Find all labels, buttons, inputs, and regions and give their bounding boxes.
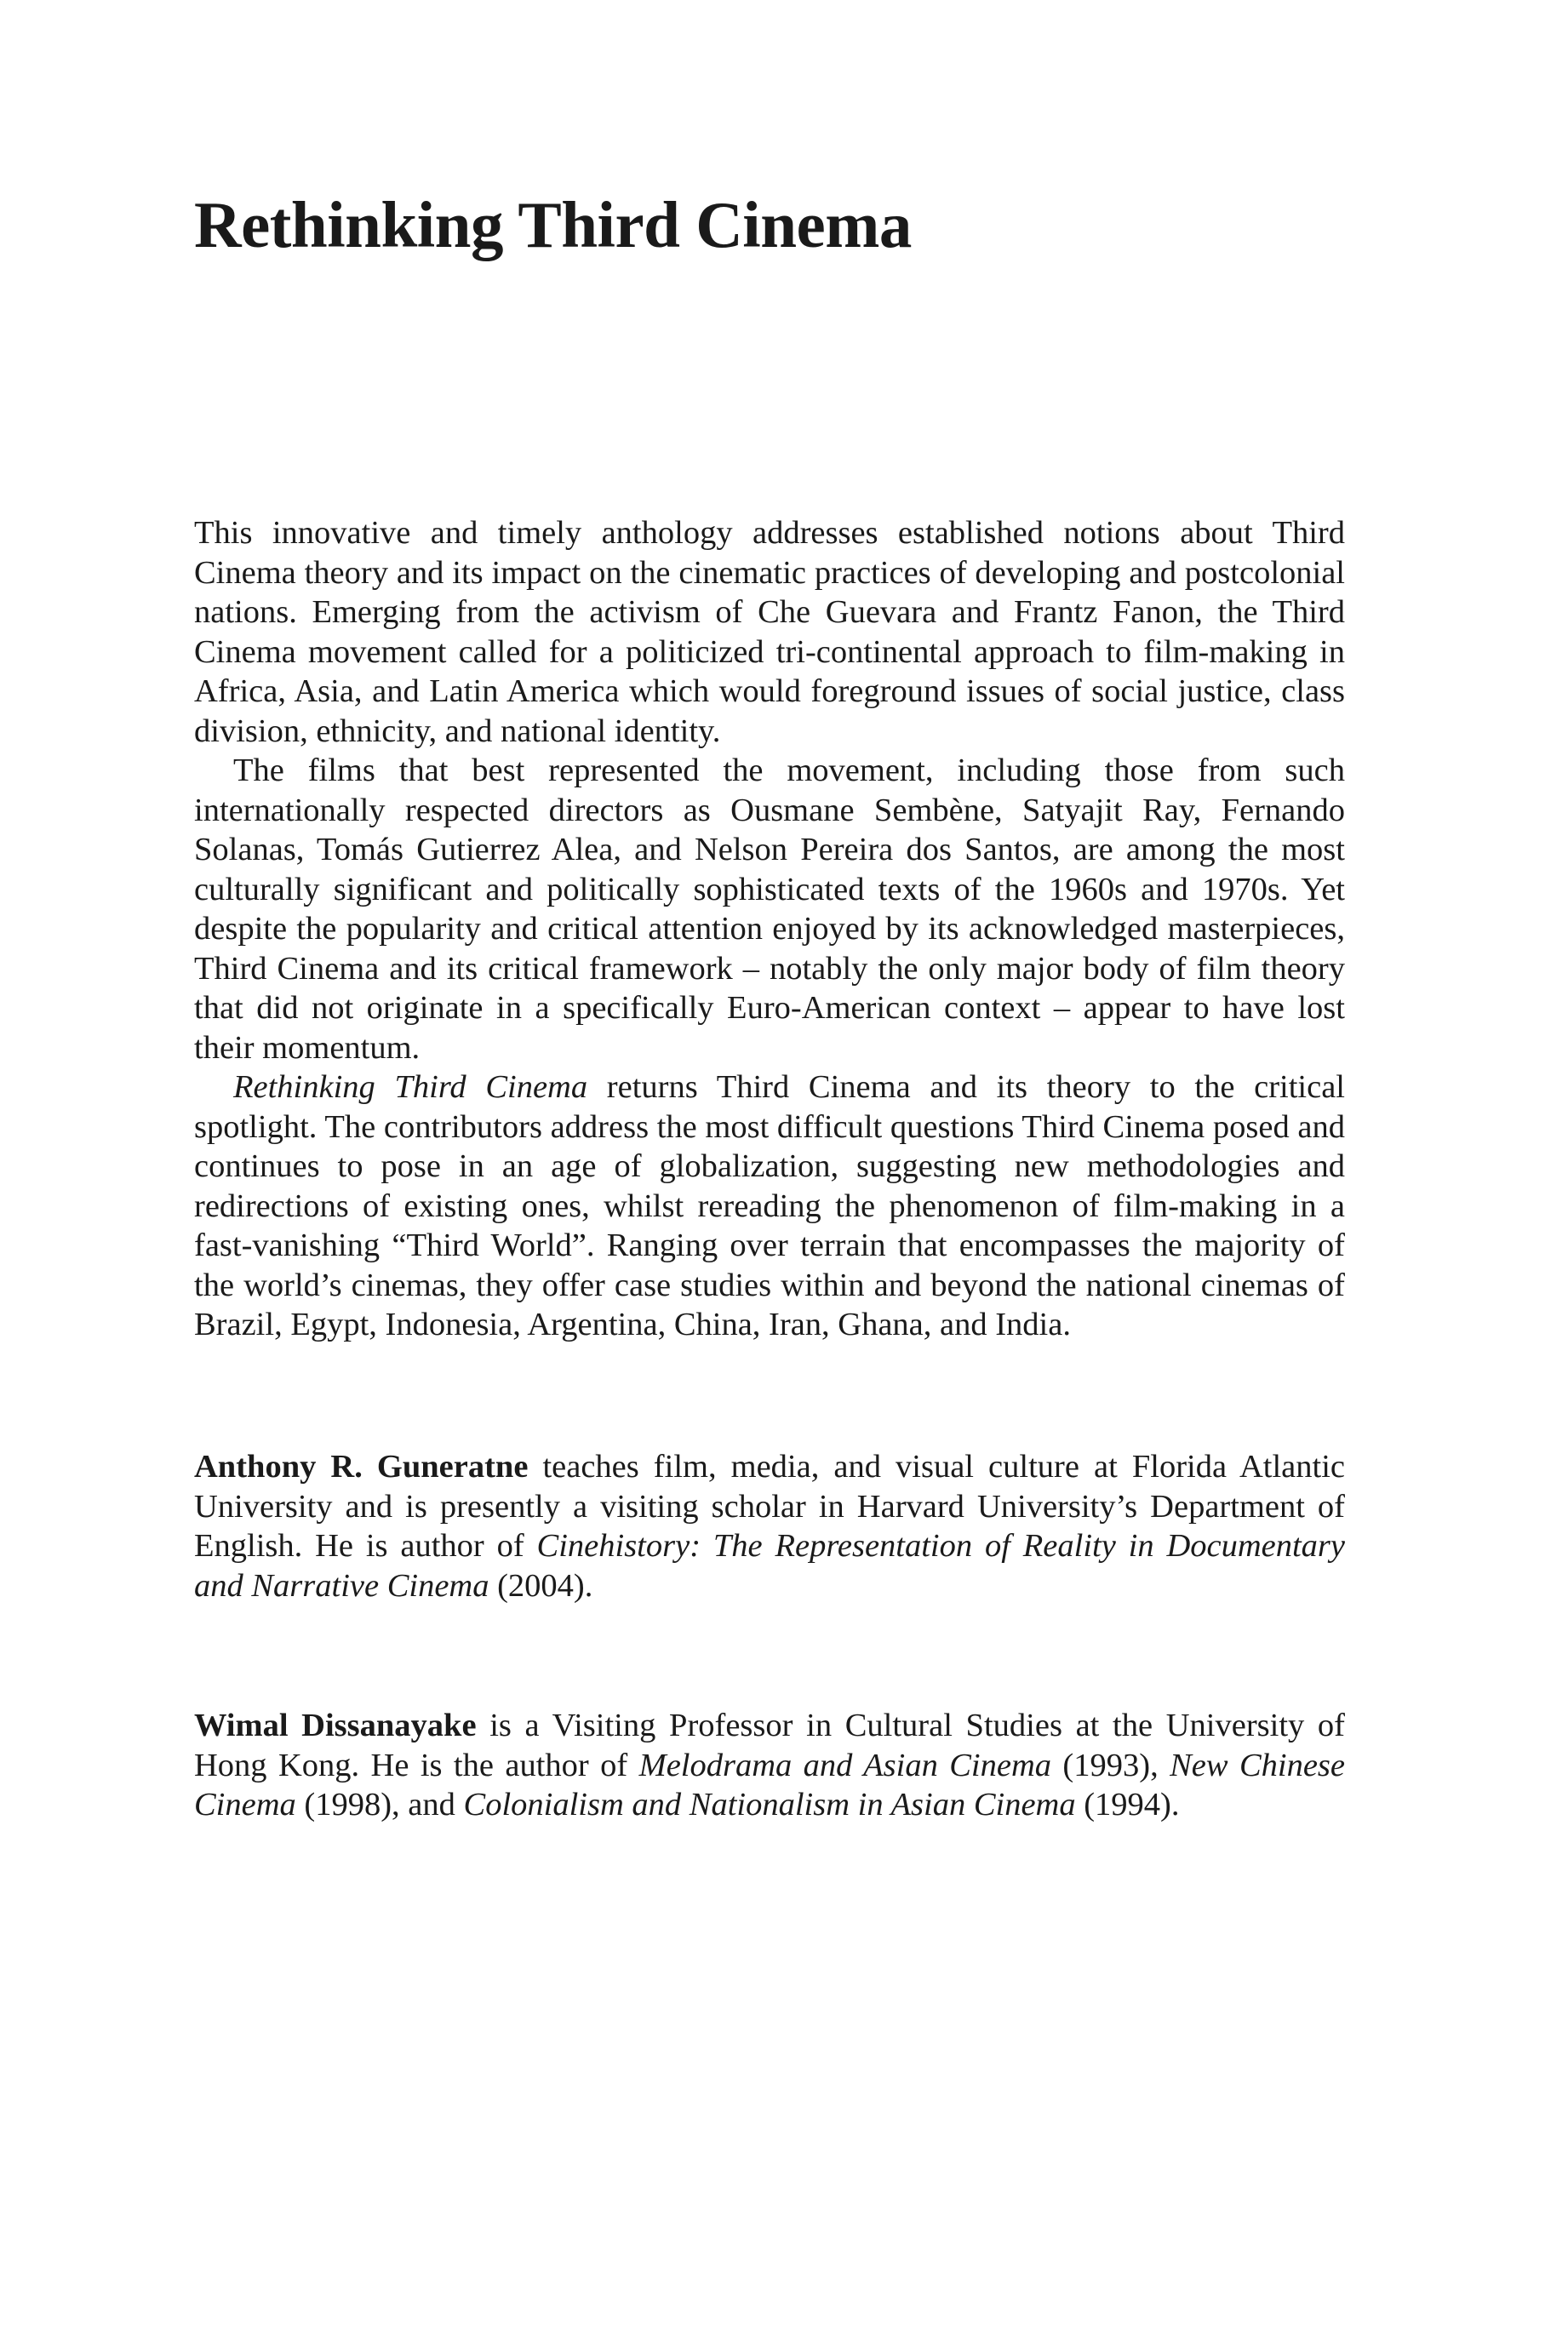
book-description: [194, 513, 1345, 1345]
bio-text-end: (1994).: [1075, 1787, 1180, 1823]
description-paragraph-2: The films that best represented the movement, including those from such internationally respected directors as Ousmane Sembène, Satyajit Ray, Fernando Solanas, Tomás Gutierrez Alea, and Nelson Pereira dos Santos, are among the most culturally significant and politically sophisticated texts of the 1960s and 1970s. Yet despite the popularity and critical attention enjoyed by its acknowledged masterpieces, Third Cinema and its critical framework – notably the only major body of film theory that did not originate in a specifically Euro-American context – appear to have lost their momentum.: [194, 753, 1345, 1066]
book-title-italic: Cinehistory: The Representation of Reality in Documentary and Narrative Cinema: [194, 1528, 1346, 1604]
description-paragraph-3-text: returns Third Cinema and its theory to the critical spotlight. The contributors address the most difficult questions Third Cinema posed and continues to pose in an age of globalization, suggesting new methodologies and redirections of existing ones, whilst rereading the phenomenon of film-making in a fast-vanishing “Third World”. Ranging over terrain that encompasses the majority of the world’s cinemas, they offer case studies within and beyond the national cinemas of Brazil, Egypt, Indonesia, Argentina, China, Iran, Ghana, and India.: [194, 1069, 1346, 1342]
author-name: Anthony R. Guneratne: [194, 1449, 529, 1485]
description-paragraph-3: [194, 1067, 1345, 1345]
page-title: Rethinking Third Cinema: [194, 188, 912, 261]
bio-text: is a Visiting Professor in Cultural Studies at the University of Hong Kong. He is the author of: [194, 1708, 1345, 1783]
bio-text: (1998), and: [295, 1787, 464, 1823]
bio-text-end: (2004).: [489, 1567, 593, 1604]
book-title-italic: Colonialism and Nationalism in Asian Cinema: [463, 1787, 1076, 1823]
book-title-italic: Melodrama and Asian Cinema: [638, 1747, 1052, 1783]
bio-text: (1993),: [1051, 1747, 1170, 1783]
author-bio-dissanayake: [194, 1706, 1345, 1825]
author-bio-guneratne: [194, 1447, 1345, 1605]
author-name: Wimal Dissanayake: [194, 1708, 477, 1743]
bio-text: teaches film, media, and visual culture at Florida Atlantic University and is presently a visiting scholar in Harvard University’s Department of English. He is author of: [194, 1449, 1346, 1564]
book-title-italic: Rethinking Third Cinema: [233, 1069, 588, 1105]
book-title-italic: New Chinese Cinema: [194, 1747, 1345, 1823]
description-paragraph-1: This innovative and timely anthology addresses established notions about Third Cinema theory and its impact on the cinematic practices of developing and postcolonial nations. Emerging from the activism of Che Guevara and Frantz Fanon, the Third Cinema movement called for a politicized tri-continental approach to film-making in Africa, Asia, and Latin America which would foreground issues of social justice, class division, ethnicity, and national identity.: [194, 515, 1345, 749]
